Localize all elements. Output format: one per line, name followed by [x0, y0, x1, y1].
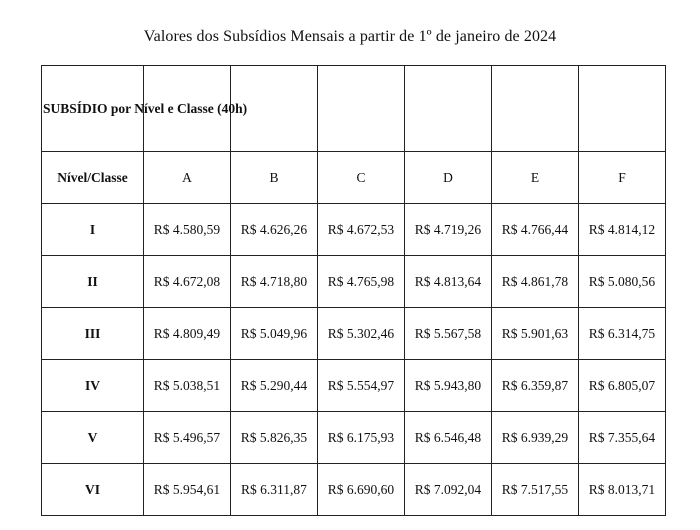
- table-row: [42, 360, 666, 412]
- value-cell: R$ 6.690,60: [318, 464, 405, 516]
- value-cell: R$ 5.826,35: [231, 412, 318, 464]
- value-cell: R$ 7.092,04: [405, 464, 492, 516]
- empty-header-cell: [492, 66, 579, 152]
- value-cell: R$ 4.765,98: [318, 256, 405, 308]
- class-header-cell: D: [405, 152, 492, 204]
- value-cell: R$ 6.939,29: [492, 412, 579, 464]
- level-cell: IV: [42, 360, 144, 412]
- table-row: [42, 412, 666, 464]
- table-row: [42, 204, 666, 256]
- value-cell: R$ 6.175,93: [318, 412, 405, 464]
- value-cell: R$ 4.718,80: [231, 256, 318, 308]
- value-cell: R$ 5.943,80: [405, 360, 492, 412]
- empty-header-cell: [318, 66, 405, 152]
- value-cell: R$ 5.049,96: [231, 308, 318, 360]
- value-cell: R$ 5.290,44: [231, 360, 318, 412]
- class-header-cell: A: [144, 152, 231, 204]
- level-cell: III: [42, 308, 144, 360]
- value-cell: R$ 5.496,57: [144, 412, 231, 464]
- table-header-row: [42, 66, 666, 152]
- class-header-cell: E: [492, 152, 579, 204]
- class-header-cell: B: [231, 152, 318, 204]
- table-row: [42, 256, 666, 308]
- value-cell: R$ 4.861,78: [492, 256, 579, 308]
- value-cell: R$ 5.080,56: [579, 256, 666, 308]
- value-cell: R$ 6.314,75: [579, 308, 666, 360]
- salary-table: [41, 65, 666, 516]
- level-cell: V: [42, 412, 144, 464]
- page-title: Valores dos Subsídios Mensais a partir de 1º de janeiro de 2024: [143, 28, 557, 45]
- value-cell: R$ 8.013,71: [579, 464, 666, 516]
- value-cell: R$ 4.672,08: [144, 256, 231, 308]
- value-cell: R$ 4.809,49: [144, 308, 231, 360]
- value-cell: R$ 6.359,87: [492, 360, 579, 412]
- level-cell: VI: [42, 464, 144, 516]
- table-row: [42, 308, 666, 360]
- class-header-row: [42, 152, 666, 204]
- value-cell: R$ 4.814,12: [579, 204, 666, 256]
- value-cell: R$ 4.719,26: [405, 204, 492, 256]
- empty-header-cell: [579, 66, 666, 152]
- value-cell: R$ 6.546,48: [405, 412, 492, 464]
- empty-header-cell: [405, 66, 492, 152]
- value-cell: R$ 5.302,46: [318, 308, 405, 360]
- level-cell: II: [42, 256, 144, 308]
- class-header-cell: F: [579, 152, 666, 204]
- value-cell: R$ 5.567,58: [405, 308, 492, 360]
- value-cell: R$ 7.355,64: [579, 412, 666, 464]
- value-cell: R$ 5.954,61: [144, 464, 231, 516]
- value-cell: R$ 4.766,44: [492, 204, 579, 256]
- value-cell: R$ 4.626,26: [231, 204, 318, 256]
- class-header-cell: C: [318, 152, 405, 204]
- value-cell: R$ 5.901,63: [492, 308, 579, 360]
- value-cell: R$ 6.311,87: [231, 464, 318, 516]
- value-cell: R$ 7.517,55: [492, 464, 579, 516]
- value-cell: R$ 6.805,07: [579, 360, 666, 412]
- value-cell: R$ 5.038,51: [144, 360, 231, 412]
- level-cell: I: [42, 204, 144, 256]
- corner-header-cell: SUBSÍDIO por Nível e Classe (40h): [42, 66, 144, 152]
- value-cell: R$ 5.554,97: [318, 360, 405, 412]
- value-cell: R$ 4.580,59: [144, 204, 231, 256]
- table-row: [42, 464, 666, 516]
- value-cell: R$ 4.813,64: [405, 256, 492, 308]
- value-cell: R$ 4.672,53: [318, 204, 405, 256]
- level-class-header: Nível/Classe: [42, 152, 144, 204]
